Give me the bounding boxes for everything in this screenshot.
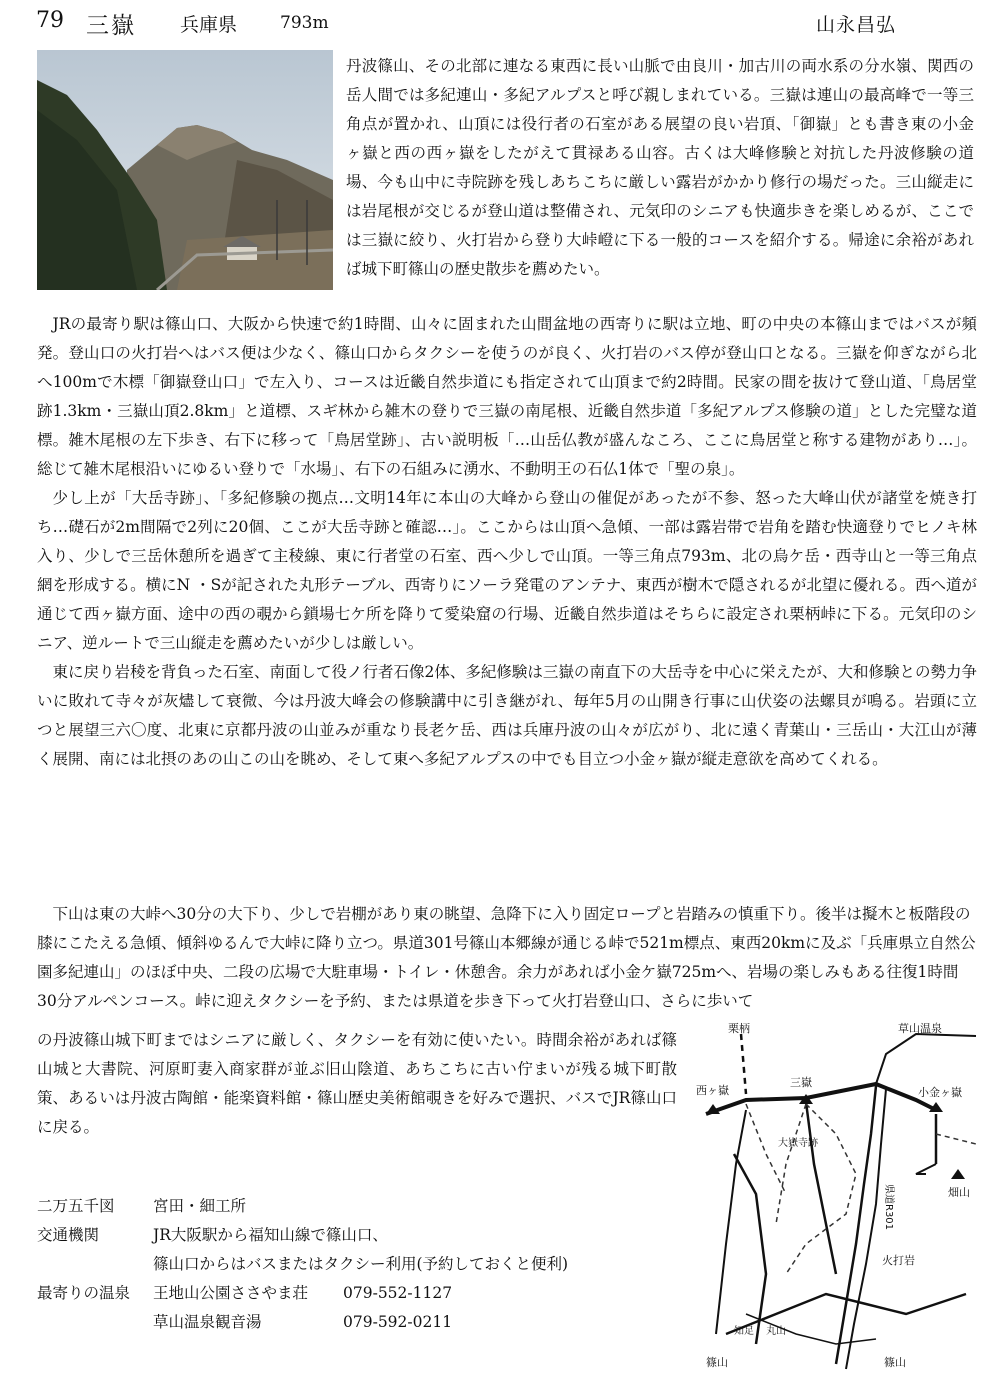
map-label: 二万五千図 (37, 1197, 115, 1215)
main-text (37, 310, 977, 774)
onsen-2-name: 草山温泉観音湯 (153, 1313, 262, 1331)
ridge-line (706, 1084, 936, 1114)
descent-text: 下山は東の大峠へ30分の大下り、少しで岩棚があり東の眺望、急降下に入り固定ロープと岩踏みの慎重下り。後半は擬木と板階段の膝にこたえる急傾、傾斜ゆるんで大峠に降り立つ。県道301号篠山本郷線が通じる峠で521m標点、東西20kmに及ぶ「兵庫県立自然公園多紀連山」のほぼ中央、二段の広場で大駐車場・トイレ・休憩舎。余力があれば小金ケ嶽725mへ、岩場の楽しみもある往復1時間30分アルペンコース。峠に迎えタクシーを予約、または県道を歩き下って火打岩登山口、さらに歩いて (37, 905, 976, 1010)
paragraph: JRの最寄り駅は篠山口、大阪から快速で約1時間、山々に固まれた山間盆地の西寄りに駅は立地、町の中央の本篠山まではバスが頻発。登山口の火打岩へはバス便は少なく、篠山口からタクシーを使うのが良く、火打岩のバス停が登山口となる。三嶽を仰ぎながら北へ100mで木標「御嶽登山口」で左入り、コースは近畿自然歩道にも指定されて山頂まで約2時間。民家の間を抜けて登山道、「鳥居堂跡1.3km・三嶽山頂2.8km」と道標、スギ林から雑木の登りで三嶽の南尾根、近畿自然歩道「多紀アルプス修験の道」とした完璧な道標。雑木尾根の左下歩き、右下に移って「鳥居堂跡」、古い説明板「…山岳仏教が盛んなころ、ここに鳥居堂と称する建物があり…」。総じて雑木尾根沿いにゆるい登りで「水場」、右下の石組みに湧水、不動明王の石仏1体で「聖の泉」。 (37, 315, 977, 478)
paragraph-descent (37, 900, 977, 1016)
transport-row (37, 1221, 568, 1250)
label-road: 県道R301 (883, 1184, 894, 1231)
onsen-1-name: 王地山公園ささやま荘 (153, 1284, 309, 1302)
intro-paragraph: 丹波篠山、その北部に連なる東西に長い山脈で由良川・加古川の両水系の分水嶺、関西の岳人間では多紀連山・多紀アルプスと呼び親しまれている。三嶽は連山の最高峰で一等三角点が置かれ、山頂には役行者の石室がある展望の良い岩頂、「御嶽」とも書き東の小金ヶ嶽と西の西ヶ嶽をしたがえて貫禄ある山容。古くは大峰修験と対抗した丹波修験の道場、今も山中に寺院跡を残しあちこちに厳しい露岩がかかり修行の場だった。三山縦走には岩尾根が交じるが登山道は整備され、元気印のシニアも快適歩きを楽しめるが、ここでは三嶽に絞り、火打岩から登り大峠嶝に下る一般的コースを紹介する。帰途に余裕があれば城下町篠山の歴史散歩を薦めたい。 (346, 57, 974, 278)
onsen-label: 最寄りの温泉 (37, 1284, 131, 1302)
transport-value-2: 篠山口からはバスまたはタクシー利用(予約しておくと便利) (153, 1255, 569, 1273)
label-kurisu: 栗柄 (728, 1022, 750, 1035)
label-daitakeji: 大嶽寺跡 (778, 1138, 818, 1149)
onsen-row (37, 1279, 568, 1308)
label-chiashi: 知足 (734, 1326, 754, 1337)
label-hatayama: 畑山 (948, 1186, 970, 1199)
peak-hatayama (951, 1169, 965, 1179)
map-row (37, 1192, 568, 1221)
onsen-row-2 (37, 1308, 568, 1337)
onsen-2-tel: 079-592-0211 (343, 1313, 453, 1331)
info-section (37, 1192, 568, 1337)
elevation: 793m (280, 13, 329, 33)
label-maruyama: 丸山 (766, 1326, 786, 1337)
label-sasayama-2: 篠山 (884, 1356, 906, 1369)
page-header (34, 6, 970, 42)
label-mitake: 三嶽 (790, 1076, 812, 1089)
onsen-1-tel: 079-552-1127 (343, 1284, 453, 1302)
transport-row-2 (37, 1250, 568, 1279)
transport-label: 交通機関 (37, 1226, 100, 1244)
paragraph: 東に戻り岩稜を背負った石室、南面して役ノ行者石像2体、多紀修験は三嶽の南直下の大岳寺を中心に栄えたが、大和修験との勢力争いに敗れて寺々が灰燼して衰微、今は丹波大峰会の修験講中に引き継がれ、毎年5月の山開き行事に山伏姿の法螺貝が鳴る。岩頭に立つと展望三六〇度、北東に京都丹波の山並みが重なり長老ケ岳、西は兵庫丹波の山々が広がり、北に遠く青葉山・三岳山・大江山が薄く展開、南には北摂のあの山この山を眺め、そして東へ多紀アルプスの中でも目立つ小金ヶ嶽が縦走意欲を高めてくれる。 (37, 663, 977, 768)
route-map (686, 1014, 986, 1374)
transport-value: JR大阪駅から福知山線で篠山口、 (153, 1226, 388, 1244)
prefecture: 兵庫県 (180, 14, 238, 36)
paragraph: 少し上が「大岳寺跡」、「多紀修験の拠点…文明14年に本山の大峰から登山の催促があったが不参、怒った大峰山伏が諸堂を焼き打ち…礎石が2m間隔で2列に20個、ここが大岳寺跡と確認…」。ここからは山頂へ急傾、一部は露岩帯で岩角を踏む快適登りでヒノキ林入り、少しで三岳休憩所を過ぎて主稜線、東に行者堂の石室、西へ少しで山頂。一等三角点793m、北の烏ケ岳・西寺山と一等三角点網を形成する。横にN ・Sが記された丸形テーブル、西寄りにソーラ発電のアンテナ、東西が樹木で隠されるが北望に優れる。西へ道が通じて西ヶ嶽方面、途中の西の覗から鎖場七ケ所を降りて愛染窟の行場、近畿自然歩道はそちらに設定され栗柄峠に下る。元気印のシニア、逆ルートで三山縦走を薦めたいが少しは厳しい。 (37, 489, 977, 652)
mountain-photo (37, 50, 333, 290)
entry-number: 79 (36, 8, 64, 33)
label-kusayama: 草山温泉 (898, 1022, 942, 1035)
label-sasayama-1: 篠山 (706, 1356, 728, 1369)
map-value: 宮田・細工所 (153, 1197, 247, 1215)
label-nishigatake: 西ヶ嶽 (696, 1084, 729, 1097)
author: 山永昌弘 (816, 14, 897, 36)
paragraph-return: の丹波篠山城下町まではシニアに厳しく、タクシーを有効に使いたい。時間余裕があれば篠山城と大書院、河原町妻入商家群が並ぶ旧山陰道、あちこちに古い佇まいが残る城下町散策、あるいは丹波古陶館・能楽資料館・篠山歴史美術館覗きを好みで選択、バスでJR篠山口に戻る。 (37, 1031, 677, 1136)
label-kogane: 小金ヶ嶽 (918, 1086, 962, 1099)
mountain-name: 三嶽 (86, 13, 136, 39)
label-hiuchi: 火打岩 (882, 1254, 915, 1267)
